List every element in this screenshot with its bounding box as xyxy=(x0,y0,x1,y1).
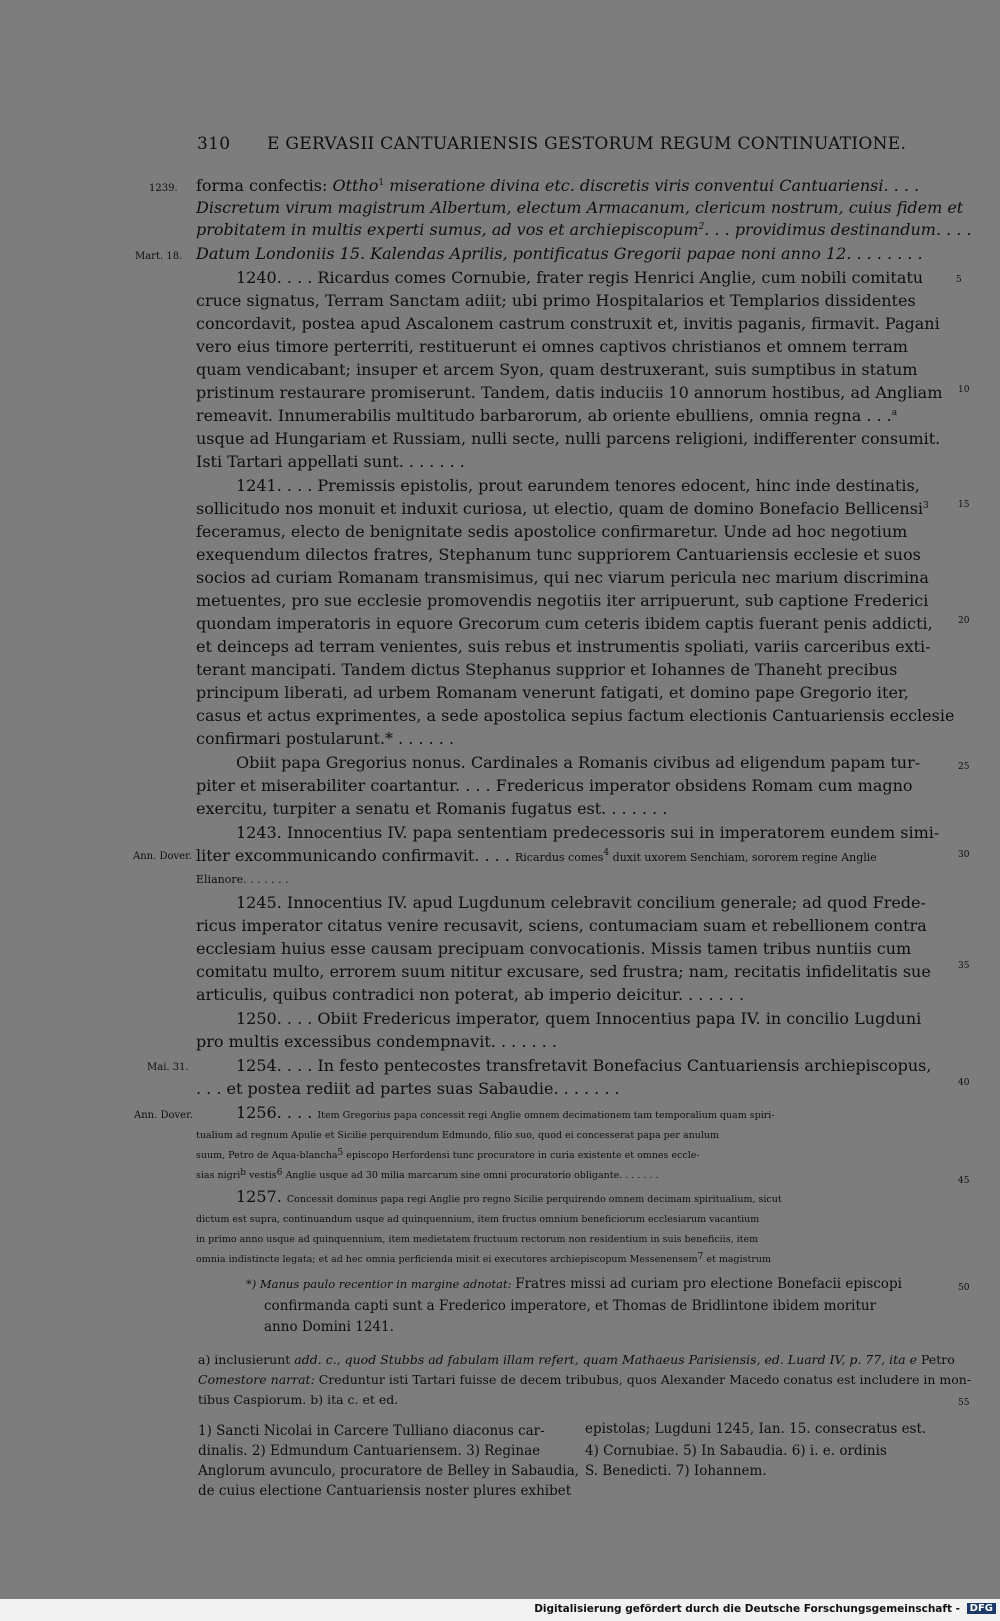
text-line: pro multis excessibus condempnavit. . . . . . . xyxy=(196,1032,557,1051)
text-line: *) Manus paulo recentior in margine adnotat: Fratres missi ad curiam pro electione Bonefacii episcopi xyxy=(246,1276,902,1292)
text-line: tualium ad regnum Apulie et Sicilie perquirendum Edmundo, filio suo, quod ei concesserat papa per anulum xyxy=(196,1130,720,1141)
text-line: metuentes, pro sue ecclesie promovendis negotiis iter arripuerunt, sub captione Frederici xyxy=(196,591,929,610)
line-number: 35 xyxy=(958,961,970,971)
text-line: . . . et postea rediit ad partes suas Sabaudie. . . . . . . xyxy=(196,1079,620,1098)
text-line: feceramus, electo de benignitate sedis apostolice confirmaretur. Unde ad hoc negotium xyxy=(196,522,908,541)
footnote-line: Anglorum avunculo, procuratore de Belley in Sabaudia, xyxy=(198,1463,580,1479)
text-line: Datum Londoniis 15. Kalendas Aprilis, pontificatus Gregorii papae noni anno 12. . . . . . . . xyxy=(196,244,923,263)
dfg-logo: DFG xyxy=(967,1603,996,1614)
text-line: 1245. Innocentius IV. apud Lugdunum celebravit concilium generale; ad quod Frede- xyxy=(236,893,926,912)
text-line: terant mancipati. Tandem dictus Stephanus supprior et Iohannes de Thaneht precibus xyxy=(196,660,898,679)
footnote-line: epistolas; Lugduni 1245, Ian. 15. consecratus est. xyxy=(585,1421,927,1437)
line-number: 15 xyxy=(958,500,970,510)
footnote-line: 4) Cornubiae. 5) In Sabaudia. 6) i. e. ordinis xyxy=(585,1443,887,1459)
text-line: 1241. . . . Premissis epistolis, prout earundem tenores edocent, hinc inde destinatis, xyxy=(236,476,920,495)
text-line: in primo anno usque ad quinquennium, item medietatem fructuum rectorum non residentium in suis beneficiis, item xyxy=(196,1234,759,1245)
text-line: suum, Petro de Aqua-blancha$^5$ episcopo Herfordensi tunc procuratore in curia existente et omnes eccle- xyxy=(196,1148,700,1161)
footnote-line: S. Benedicti. 7) Iohannem. xyxy=(585,1463,767,1479)
text-line: concordavit, postea apud Ascalonem castrum construxit et, invitis paganis, firmavit. Pagani xyxy=(196,314,940,333)
footer-bar xyxy=(0,1599,1000,1621)
text-line: piter et miserabiliter coartantur. . . . Fredericus imperator obsidens Romam cum magno xyxy=(196,776,913,795)
line-number: 55 xyxy=(958,1398,970,1408)
text-line: forma confectis: Ottho$^1$ miseratione divina etc. discretis viris conventui Cantuariensi. . . . xyxy=(196,176,920,195)
text-line: exequendum dilectos fratres, Stephanum tunc suppriorem Cantuariensis ecclesie et suos xyxy=(196,545,921,564)
text-line: Discretum virum magistrum Albertum, electum Armacanum, clericum nostrum, cuius fidem et xyxy=(196,198,964,217)
margin-note-1239: 1239. xyxy=(149,183,178,194)
line-number: 50 xyxy=(958,1283,970,1293)
text-line: 1257. Concessit dominus papa regi Anglie pro regno Sicilie perquirendo omnem decimam spiritualium, sicut xyxy=(236,1187,782,1206)
text-line: et deinceps ad terram venientes, suis rebus et instrumentis spoliati, variis carceribus exti- xyxy=(196,637,931,656)
text-line: confirmanda capti sunt a Frederico imperatore, et Thomas de Bridlintone ibidem moritur xyxy=(264,1298,877,1314)
page-number: 310 xyxy=(197,134,231,154)
footnote-line: 1) Sancti Nicolai in Carcere Tulliano diaconus car- xyxy=(198,1423,545,1439)
text-line: quondam imperatoris in equore Grecorum cum ceteris ibidem captis fuerant penis addicti, xyxy=(196,614,933,633)
apparatus-note: a) inclusierunt add. c., quod Stubbs ad fabulam illam refert, quam Mathaeus Parisiensis, ed. Luard IV, p. 77, ita e Petro xyxy=(198,1352,955,1367)
footer-credit: Digitalisierung gefördert durch die Deutsche Forschungsgemeinschaft - xyxy=(534,1603,960,1615)
text-line: ricus imperator citatus venire recusavit, sciens, contumaciam suam et rebellionem contra xyxy=(196,916,927,935)
text-line: articulis, quibus contradici non poterat, ab imperio deicitur. . . . . . . xyxy=(196,985,745,1004)
text-line: vero eius timore perterriti, restituerunt ei omnes captivos christianos et omnem terram xyxy=(196,337,908,356)
line-number: 20 xyxy=(958,616,970,626)
line-number: 10 xyxy=(958,385,970,395)
text-line: 1254. . . . In festo pentecostes transfretavit Bonefacius Cantuariensis archiepiscopus, xyxy=(236,1056,932,1075)
text-line: sollicitudo nos monuit et induxit curiosa, ut electio, quam de domino Bonefacio Bellicensi$^3$ xyxy=(196,499,929,518)
text-line: sias nigri$^b$ vestis$^6$ Anglie usque ad 30 milia marcarum sine omni procuratorio obligante. . . . . . . xyxy=(196,1168,659,1181)
line-number: 45 xyxy=(958,1176,970,1186)
text-line: exercitu, turpiter a senatu et Romanis fugatus est. . . . . . . xyxy=(196,799,668,818)
text-line: Isti Tartari appellati sunt. . . . . . . xyxy=(196,452,465,471)
text-line: 1256. . . . Item Gregorius papa concessit regi Anglie omnem decimationem tam temporalium quam spiri- xyxy=(236,1103,775,1122)
text-line: principum liberati, ad urbem Romanam venerunt fatigati, et domino pape Gregorio iter, xyxy=(196,683,909,702)
text-line: 1240. . . . Ricardus comes Cornubie, frater regis Henrici Anglie, cum nobili comitatu xyxy=(236,268,924,287)
line-number: 5 xyxy=(956,275,962,285)
text-line: remeavit. Innumerabilis multitudo barbarorum, ab oriente ebulliens, omnia regna . . .$^a$ xyxy=(196,406,898,425)
text-line: quam vendicabant; insuper et arcem Syon, quam destruxerant, suis sumptibus in statum xyxy=(196,360,918,379)
line-number: 30 xyxy=(958,850,970,860)
margin-note-ann-dover-2: Ann. Dover. xyxy=(134,1110,193,1121)
footnote-line: de cuius electione Cantuariensis noster plures exhibet xyxy=(198,1483,572,1499)
text-line: 1243. Innocentius IV. papa sententiam predecessoris sui in imperatorem eundem simi- xyxy=(236,823,940,842)
text-line: cruce signatus, Terram Sanctam adiit; ubi primo Hospitalarios et Templarios dissidentes xyxy=(196,291,916,310)
text-line: comitatu multo, errorem suum nititur excusare, sed frustra; nam, recitatis infidelitatis sue xyxy=(196,962,931,981)
text-line: Elianore. . . . . . . xyxy=(196,873,289,886)
margin-note-mai: Mai. 31. xyxy=(147,1062,189,1073)
text-line: ecclesiam huius esse causam precipuam convocationis. Missis tamen tribus nuntiis cum xyxy=(196,939,912,958)
text-line: confirmari postularunt.* . . . . . . xyxy=(196,729,455,748)
text-line: pristinum restaurare promiserunt. Tandem, datis induciis 10 annorum hostibus, ad Angliam xyxy=(196,383,943,402)
line-number: 40 xyxy=(958,1078,970,1088)
text-line: socios ad curiam Romanam transmisimus, qui nec viarum pericula nec marium discrimina xyxy=(196,568,929,587)
text-line: probitatem in multis experti sumus, ad vos et archiepiscopum$^2$. . . providimus destinandum. . . . xyxy=(196,220,972,239)
text-line: anno Domini 1241. xyxy=(264,1319,394,1335)
line-number: 25 xyxy=(958,762,970,772)
text-line: liter excommunicando confirmavit. . . . Ricardus comes$^4$ duxit uxorem Senchiam, sororem regine Anglie xyxy=(196,846,877,865)
text-line: usque ad Hungariam et Russiam, nulli secte, nulli parcens religioni, indifferenter consumit. xyxy=(196,429,941,448)
text-line: dictum est supra, continuandum usque ad quinquennium, item fructus omnium beneficiorum ecclesiarum vacantium xyxy=(196,1214,760,1225)
margin-note-ann-dover-1: Ann. Dover. xyxy=(133,851,192,862)
text-line: 1250. . . . Obiit Fredericus imperator, quem Innocentius papa IV. in concilio Lugduni xyxy=(236,1009,922,1028)
text-line: omnia indistincte legata; et ad hec omnia perficienda misit ei executores archiepiscopum Messenensem$^7$ et magistrum xyxy=(196,1252,772,1265)
apparatus-note: tibus Caspiorum. b) ita c. et ed. xyxy=(198,1392,399,1407)
text-line: Obiit papa Gregorius nonus. Cardinales a Romanis civibus ad eligendum papam tur- xyxy=(236,753,921,772)
text-line: casus et actus exprimentes, a sede apostolica sepius factum electionis Cantuariensis ecclesie xyxy=(196,706,955,725)
apparatus-note: Comestore narrat: Creduntur isti Tartari fuisse de decem tribubus, quos Alexander Macedo conatus est includere in mon- xyxy=(198,1372,972,1387)
footnote-line: dinalis. 2) Edmundum Cantuariensem. 3) Reginae xyxy=(198,1443,541,1459)
page-title: E GERVASII CANTUARIENSIS GESTORUM REGUM CONTINUATIONE. xyxy=(267,134,907,154)
margin-note-mart: Mart. 18. xyxy=(135,251,183,262)
